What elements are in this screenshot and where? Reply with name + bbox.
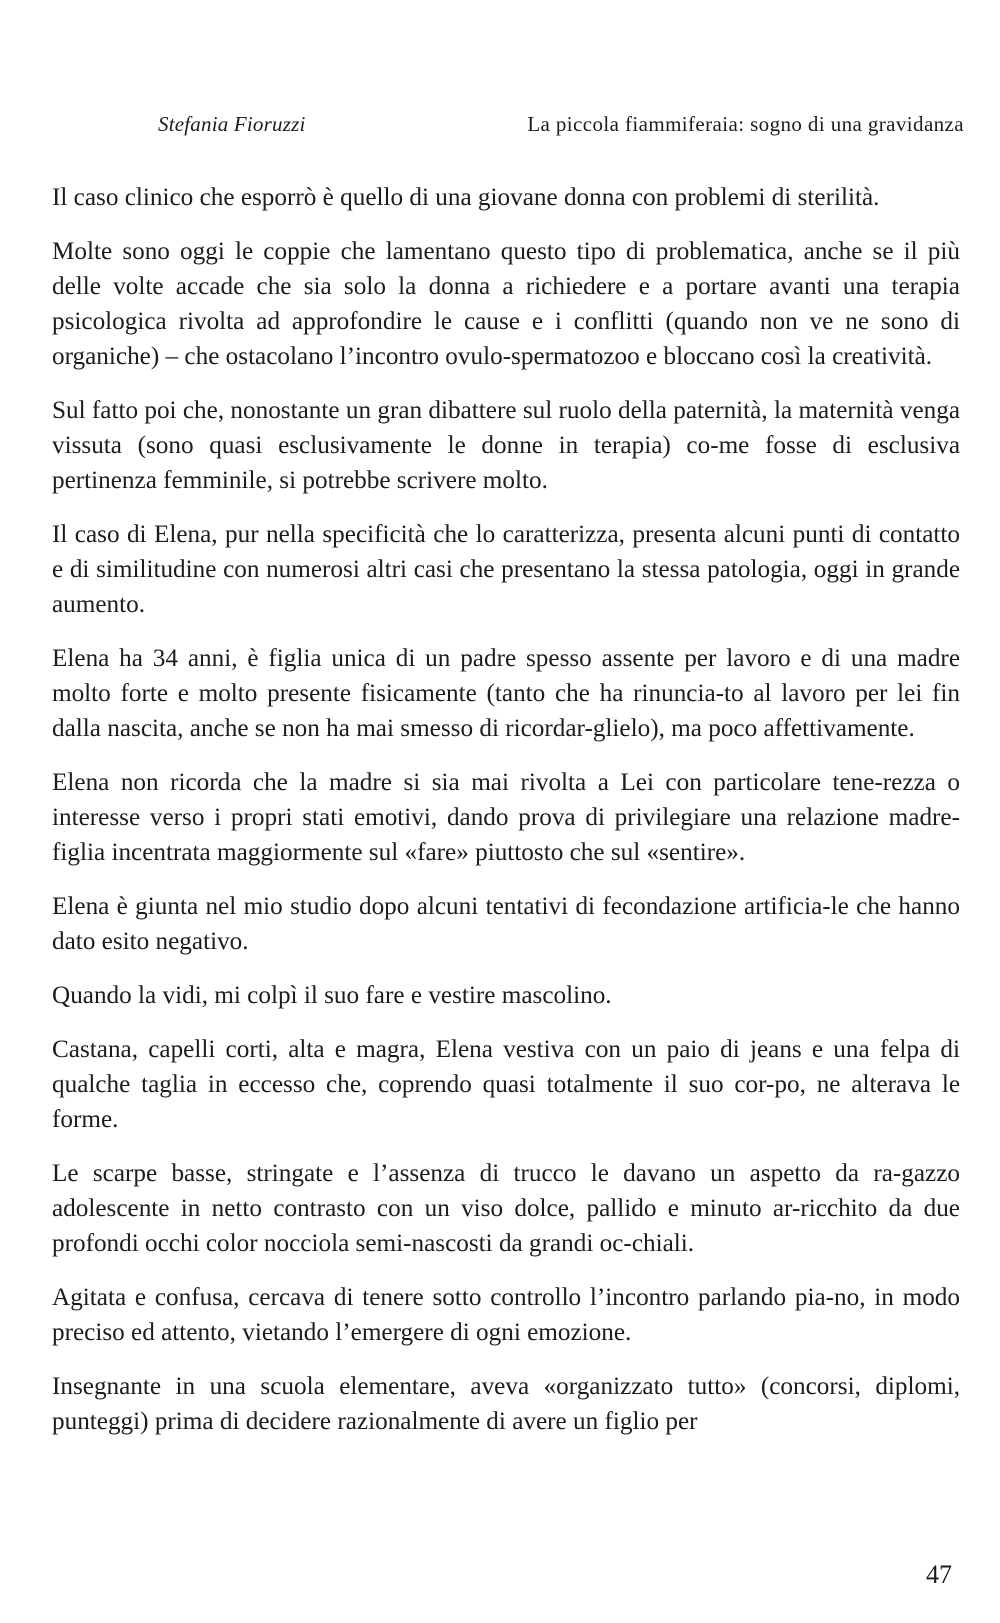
page-number: 47 bbox=[926, 1560, 952, 1589]
paragraph-12: Insegnante in una scuola elementare, aveva «organizzato tutto» (concorsi, diplomi, punteggi) prima di decidere razionalmente di avere un figlio per bbox=[52, 1373, 960, 1435]
paragraph-2: Molte sono oggi le coppie che lamentano questo tipo di problematica, anche se il più delle volte accade che sia solo la donna a richiedere e a portare avanti una terapia psicologica rivolta ad approfondire le cause e i conflitti (quando non ve ne sono di organiche) – che ostacolano l’incontro ovulo-spermatozoo e bloccano così la creatività. bbox=[52, 238, 960, 370]
paragraph-10: Le scarpe basse, stringate e l’assenza di trucco le davano un aspetto da ra-gazzo adolescente in netto contrasto con un viso dolce, pallido e minuto ar-ricchito da due profondi occhi color nocciola semi-nascosti da grandi oc-chiali. bbox=[52, 1160, 960, 1257]
paragraph-4: Il caso di Elena, pur nella specificità che lo caratterizza, presenta alcuni punti di contatto e di similitudine con numerosi altri casi che presentano la stessa patologia, oggi in grande aumento. bbox=[52, 521, 960, 618]
paragraph-9: Castana, capelli corti, alta e magra, Elena vestiva con un paio di jeans e una felpa di qualche taglia in eccesso che, coprendo quasi totalmente il suo cor-po, ne alterava le forme. bbox=[52, 1036, 960, 1133]
paragraph-8: Quando la vidi, mi colpì il suo fare e vestire mascolino. bbox=[52, 982, 612, 1009]
paragraph-6: Elena non ricorda che la madre si sia mai rivolta a Lei con particolare tene-rezza o interesse verso i propri stati emotivi, dando prova di privilegiare una relazione madre-figlia incentrata maggiormente sul «fare» piuttosto che sul «sentire». bbox=[52, 769, 960, 866]
paragraph-5: Elena ha 34 anni, è figlia unica di un padre spesso assente per lavoro e di una madre molto forte e molto presente fisicamente (tanto che ha rinuncia-to al lavoro per lei fin dalla nascita, anche se non ha mai smesso di ricordar-glielo), ma poco affettivamente. bbox=[52, 645, 960, 742]
header-author: Stefania Fioruzzi bbox=[158, 112, 306, 136]
body-text bbox=[52, 180, 960, 1458]
header-title: La piccola fiammiferaia: sogno di una gravidanza bbox=[527, 112, 964, 136]
paragraph-7: Elena è giunta nel mio studio dopo alcuni tentativi di fecondazione artificia-le che hanno dato esito negativo. bbox=[52, 893, 960, 955]
paragraph-11: Agitata e confusa, cercava di tenere sotto controllo l’incontro parlando pia-no, in modo preciso ed attento, vietando l’emergere di ogni emozione. bbox=[52, 1284, 960, 1346]
paragraph-3: Sul fatto poi che, nonostante un gran dibattere sul ruolo della paternità, la maternità venga vissuta (sono quasi esclusivamente le donne in terapia) co-me fosse di esclusiva pertinenza femminile, si potrebbe scrivere molto. bbox=[52, 397, 960, 494]
running-header bbox=[158, 112, 964, 142]
paragraph-1: Il caso clinico che esporrò è quello di una giovane donna con problemi di sterilità. bbox=[52, 184, 880, 211]
